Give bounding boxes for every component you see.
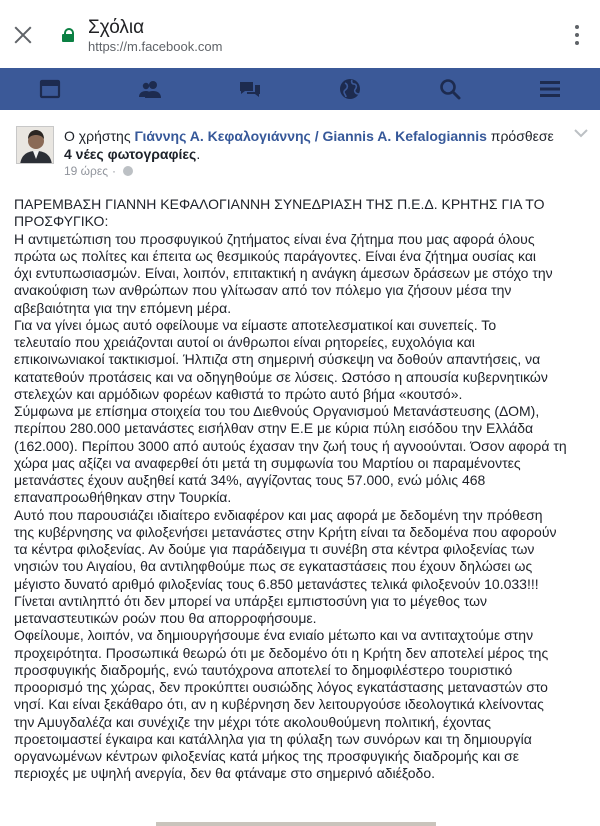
post-body-text: ΠΑΡΕΜΒΑΣΗ ΓΙΑΝΝΗ ΚΕΦΑΛΟΓΙΑΝΝΗ ΣΥΝΕΔΡΙΑΣΗ ΤΗΣ Π.Ε.Δ. ΚΡΗΤΗΣ ΓΙΑ ΤΟ ΠΡΟΣΦΥΓΙΚΟ: Η αντιμετώπιση του προσφυγικού ζητήματος είναι ένα ζήτημα που μας αφορά όλους πρώτα ως πολίτες και έπειτα ως θεσμικούς παράγοντες. Είναι ένα ζήτημα ουσίας και όχι εντυπωσιασμών. Είναι, λοιπόν, επιτακτική η ανάγκη άμεσων δράσεων με στόχο την ανακούφιση των ανθρώπων που γλίτωσαν από τον πόλεμο για ζήσουν μέσα την αβεβαιότητα για την επόμενη μέρα. Για να γίνει όμως αυτό οφείλουμε να είμαστε αποτελεσματικοί και συνεπείς. Το τελευταίο που χρειάζονται αυτοί οι άνθρωποι είναι ρητορείες, ευχολόγια και επικοινωνιακοί τακτικισμοί. Ήλπιζα στη σημερινή σύσκεψη να δοθούν απαντήσεις, να κατατεθούν προτάσεις και να οδηγηθούμε σε λύσεις. Ωστόσο η απουσία κυβερνητικών στελεχών και αρμόδιων φορέων καθιστά το πρώτο αυτό βήμα «κουτσό». Σύμφωνα με επίσημα στοιχεία του του Διεθνούς Οργανισμού Μετανάστευσης (ΔΟΜ), περίπου 280.000 μετανάστες εισήλθαν στην Ε.Ε με κύρια πύλη εισόδου την Ελλάδα (162.000). Περίπου 3000 από αυτούς έχασαν την ζωή τους ή αγνοούνται. Όσον αφορά τη χώρα μας αξίζει να αναφερθεί ότι μετά τη συμφωνία του Μαρτίου οι παραμένοντες μετανάστες έχουν αυξηθεί κατά 34%, αγγίζοντας τους 57.000, ενώ μόλις 468 επαναπροωθήθηκαν στην Τουρκία. Αυτό που παρουσιάζει ιδιαίτερο ενδιαφέρον και μας αφορά με δεδομένη την πρόθεση της κυβέρνησης να φιλοξενήσει μετανάστες στην Κρήτη είναι τα δεδομένα που αφορούν τα κέντρα φιλοξενίας. Αν δούμε για παράδειγμα τι συνέβη στα κέντρα φιλοξενίας των νησιών του Αιγαίου, θα αντιληφθούμε πως σε εγκαταστάσεις που έχουν δηλώσει ως μέγιστο δυνατό αριθμό φιλοξενίας τους 6.850 μετανάστες τελικά φιλοξενούν 10.033!!! Γίνεται αντιληπτό ότι δεν μπορεί να υπάρξει εμπιστοσύνη για το μέγεθος των μεταναστευτικών ροών που θα απορροφήσουμε. Οφείλουμε, λοιπόν, να δημιουργήσουμε ένα ενιαίο μέτωπο και να αντιταχτούμε στην προχειρότητα. Προσωπικά θεωρώ ότι με δεδομένο ότι η Κρήτη δεν αποτελεί μέρος της προσφυγικής διαδρομής, ενώ ταυτόχρονα αποτελεί το δημοφιλέστερο τουριστικό προορισμό της χώρας, δεν προκύπτει ουσιώδης λόγος εγκατάστασης μεταναστών στο νησί. Και είναι ξεκάθαρο ότι, αν η κυβέρνηση δεν λειτουργούσε ιδεολογτικά κλείνοντας την Αμυγδαλέζα και συνέχιζε την μέχρι τότε ακολουθούμενη πολιτική, έχοντας προετοιμαστεί έγκαιρα και κατάλληλα για τη φύλαξη των συνόρων και τη δημιουργία οργανωμένων κέντρων φιλοξενίας κατά μήκος της προσφυγικής διαδρομής και σε περιοχές με υψηλή ανεργία, δεν θα φτάναμε στο σημερινό αδιέξοδο. <box>14 196 567 782</box>
browser-toolbar <box>0 0 600 68</box>
post-header-text <box>64 127 564 163</box>
menu-button[interactable] <box>520 68 580 110</box>
post-prefix: Ο χρήστης <box>64 128 135 144</box>
post-suffix: . <box>196 146 201 162</box>
post-meta <box>64 164 133 178</box>
search-icon <box>438 77 462 101</box>
facebook-nav-bar <box>0 68 600 110</box>
news-feed-button[interactable] <box>20 68 80 110</box>
more-vertical-icon[interactable] <box>574 25 580 45</box>
page-title: Σχόλια <box>88 17 145 38</box>
menu-icon <box>538 77 562 101</box>
public-globe-icon <box>123 166 133 176</box>
url-text[interactable]: https://m.facebook.com <box>88 39 223 54</box>
photos-link[interactable]: 4 νέες φωτογραφίες <box>64 146 197 162</box>
friends-icon <box>138 77 162 101</box>
post-timestamp[interactable]: 19 ώρες <box>64 164 109 178</box>
lock-icon <box>62 28 74 42</box>
friends-button[interactable] <box>120 68 180 110</box>
search-button[interactable] <box>420 68 480 110</box>
meta-separator: · <box>112 164 117 178</box>
chevron-down-icon[interactable] <box>574 128 588 138</box>
notifications-button[interactable] <box>320 68 380 110</box>
news-feed-icon <box>38 77 62 101</box>
close-icon[interactable] <box>12 24 34 46</box>
messages-icon <box>238 77 262 101</box>
post-action: πρόσθεσε <box>486 128 554 144</box>
notifications-globe-icon <box>338 77 362 101</box>
author-link[interactable]: Γιάννης Α. Κεφαλογιάννης / Giannis A. Kefalogiannis <box>134 128 487 144</box>
avatar[interactable] <box>16 126 54 164</box>
messages-button[interactable] <box>220 68 280 110</box>
photo-preview-edge[interactable] <box>156 822 436 826</box>
